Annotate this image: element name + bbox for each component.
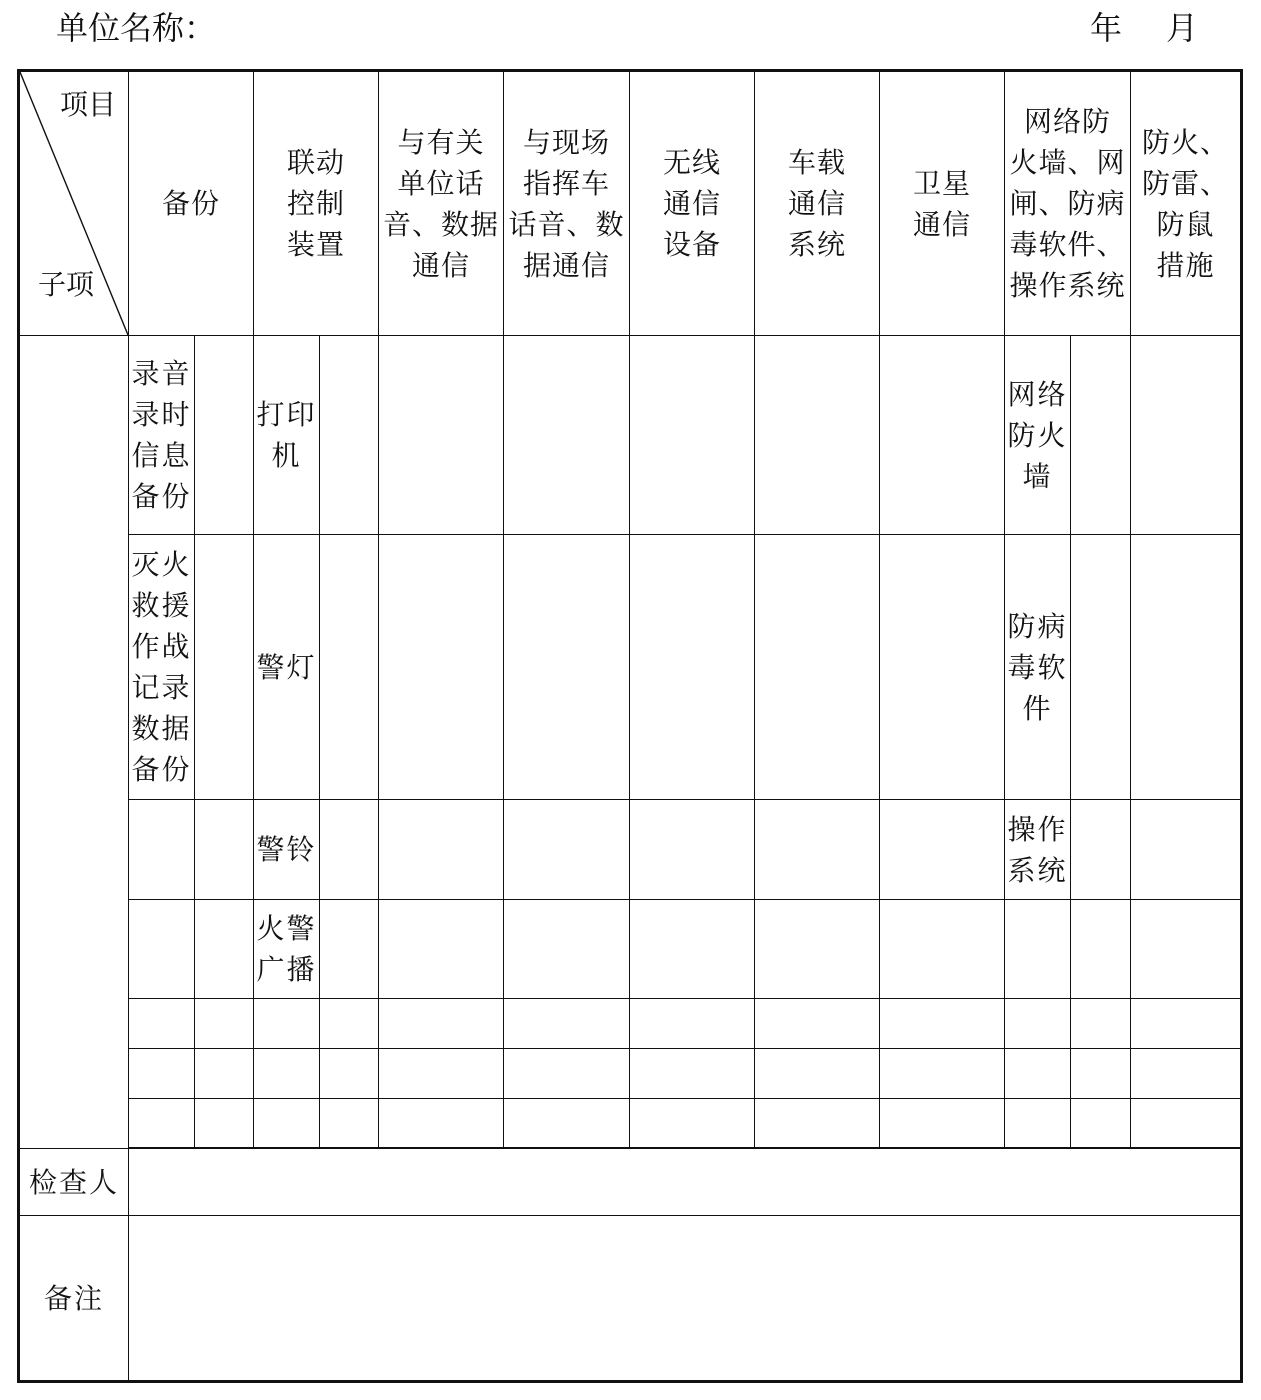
network-item-firewall: 网络 防火 墙	[1005, 336, 1071, 535]
inspector-value-cell[interactable]	[129, 1149, 1242, 1216]
table-cell	[1005, 999, 1071, 1049]
table-cell	[630, 1049, 755, 1099]
corner-header-cell	[19, 71, 129, 336]
table-row	[19, 535, 1242, 800]
table-cell	[504, 535, 630, 800]
table-cell	[195, 535, 254, 800]
corner-label-subitem: 子项	[38, 268, 95, 301]
table-cell	[880, 1049, 1005, 1099]
inspector-row	[19, 1149, 1242, 1216]
column-header-wireless-equipment: 无线 通信 设备	[630, 71, 755, 336]
table-cell	[195, 1099, 254, 1148]
table-cell	[880, 999, 1005, 1049]
linkage-item-alarm-bell: 警铃	[254, 800, 320, 900]
table-cell	[320, 1049, 379, 1099]
table-cell	[755, 1049, 880, 1099]
table-cell	[1131, 1049, 1242, 1099]
table-cell	[379, 1049, 504, 1099]
table-cell	[379, 336, 504, 535]
table-row	[19, 900, 1242, 999]
table-cell	[504, 1099, 630, 1148]
unit-name-label: 单位名称：	[56, 9, 217, 47]
table-row	[19, 336, 1242, 535]
table-cell	[320, 900, 379, 999]
table-cell	[1071, 900, 1131, 999]
backup-item-recording: 录音 录时 信息 备份	[129, 336, 195, 535]
table-cell	[504, 336, 630, 535]
month-label: 月	[1166, 9, 1199, 47]
table-cell	[1131, 999, 1242, 1049]
table-cell	[1071, 800, 1131, 900]
column-header-fire-lightning-rodent: 防火、 防雷、 防鼠 措施	[1131, 71, 1242, 336]
table-cell	[195, 800, 254, 900]
table-cell	[1071, 535, 1131, 800]
table-cell	[504, 1049, 630, 1099]
column-header-satellite-comm: 卫星 通信	[880, 71, 1005, 336]
table-cell	[379, 999, 504, 1049]
table-cell	[1131, 535, 1242, 800]
table-cell	[755, 1099, 880, 1148]
table-cell	[1071, 999, 1131, 1049]
table-cell	[1131, 800, 1242, 900]
table-cell	[129, 800, 195, 900]
remarks-row	[19, 1216, 1242, 1382]
table-cell	[254, 999, 320, 1049]
table-cell	[1071, 1099, 1131, 1148]
network-item-antivirus: 防病 毒软 件	[1005, 535, 1071, 800]
table-cell	[630, 800, 755, 900]
table-row	[19, 1049, 1242, 1099]
table-cell	[1005, 1049, 1071, 1099]
table-cell	[1005, 1099, 1071, 1148]
backup-item-combat-record: 灭火 救援 作战 记录 数据 备份	[129, 535, 195, 800]
table-cell	[195, 999, 254, 1049]
linkage-item-printer: 打印 机	[254, 336, 320, 535]
table-cell	[1071, 1049, 1131, 1099]
table-cell	[630, 336, 755, 535]
table-cell	[379, 900, 504, 999]
column-header-command-vehicle-data: 与现场 指挥车 话音、数 据通信	[504, 71, 630, 336]
table-cell	[195, 900, 254, 999]
table-cell	[1131, 336, 1242, 535]
table-cell	[755, 999, 880, 1049]
table-cell	[630, 900, 755, 999]
column-header-unit-voice-data: 与有关 单位话 音、数据 通信	[379, 71, 504, 336]
table-cell	[379, 800, 504, 900]
table-cell	[254, 1049, 320, 1099]
table-cell	[880, 800, 1005, 900]
table-cell	[320, 336, 379, 535]
table-cell	[1131, 900, 1242, 999]
inspection-form-table	[17, 69, 1243, 1383]
table-cell	[504, 800, 630, 900]
table-cell	[1005, 900, 1071, 999]
table-cell	[755, 900, 880, 999]
inspector-label: 检查人	[19, 1149, 129, 1216]
table-cell	[195, 1049, 254, 1099]
remarks-value-cell[interactable]	[129, 1216, 1242, 1382]
table-cell	[630, 1099, 755, 1148]
table-cell	[129, 1049, 195, 1099]
table-cell	[755, 535, 880, 800]
table-row	[19, 1099, 1242, 1148]
table-cell	[320, 1099, 379, 1148]
table-cell	[320, 800, 379, 900]
table-row	[19, 999, 1242, 1049]
table-cell	[320, 535, 379, 800]
column-header-linkage-control: 联动 控制 装置	[254, 71, 379, 336]
table-cell	[129, 900, 195, 999]
table-cell	[880, 1099, 1005, 1148]
table-cell	[630, 999, 755, 1049]
table-cell	[379, 535, 504, 800]
subitem-empty-cell	[19, 336, 129, 1149]
table-cell	[755, 336, 880, 535]
table-cell	[379, 1099, 504, 1148]
table-cell	[129, 1099, 195, 1148]
header-row	[19, 71, 1242, 336]
table-cell	[1071, 336, 1131, 535]
table-cell	[195, 336, 254, 535]
corner-label-item: 项目	[59, 88, 116, 121]
linkage-item-warning-light: 警灯	[254, 535, 320, 800]
table-cell	[880, 336, 1005, 535]
year-label: 年	[1090, 9, 1123, 47]
column-header-network-security: 网络防 火墙、网 闸、防病 毒软件、 操作系统	[1005, 71, 1131, 336]
remarks-label: 备注	[19, 1216, 129, 1382]
column-header-backup: 备份	[129, 71, 254, 336]
table-row	[19, 800, 1242, 900]
table-cell	[880, 900, 1005, 999]
table-cell	[1131, 1099, 1242, 1148]
table-cell	[630, 535, 755, 800]
table-cell	[755, 800, 880, 900]
table-cell	[320, 999, 379, 1049]
table-cell	[504, 999, 630, 1049]
table-cell	[504, 900, 630, 999]
linkage-item-fire-broadcast: 火警 广播	[254, 900, 320, 999]
table-cell	[880, 535, 1005, 800]
network-item-os: 操作 系统	[1005, 800, 1071, 900]
table-cell	[129, 999, 195, 1049]
column-header-vehicle-comm-system: 车载 通信 系统	[755, 71, 880, 336]
table-cell	[254, 1099, 320, 1148]
